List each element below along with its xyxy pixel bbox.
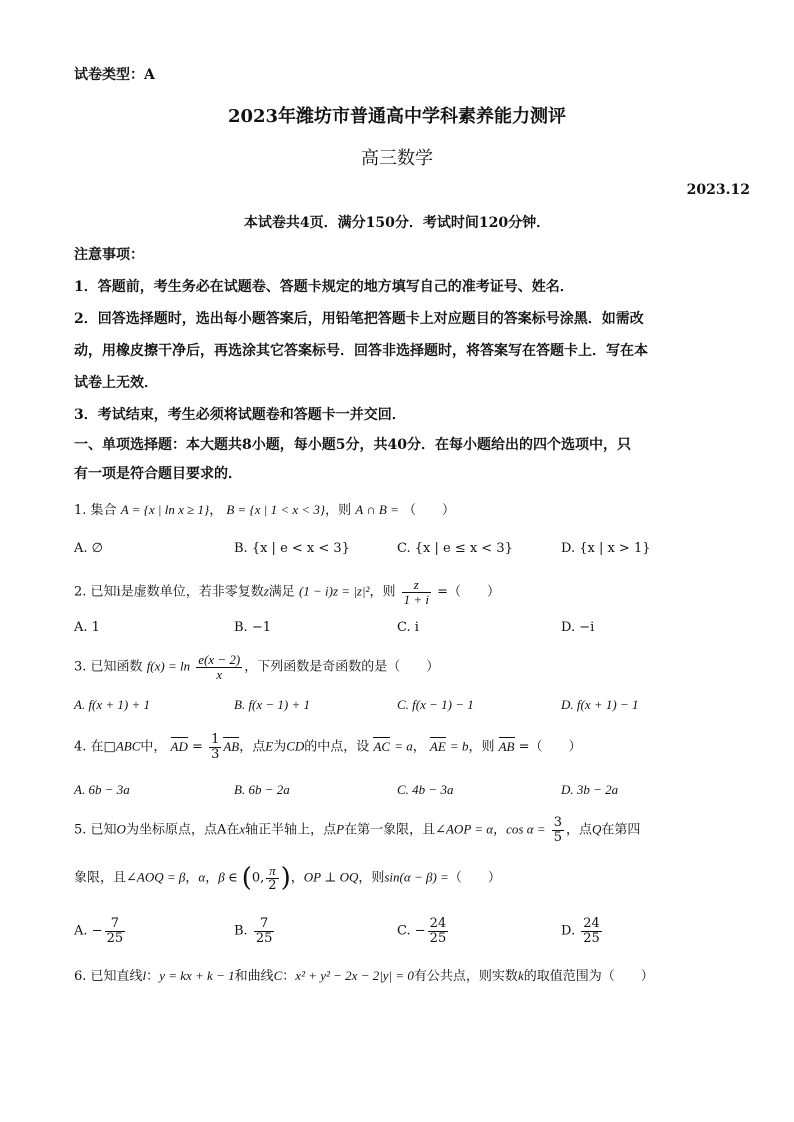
q2-z: z xyxy=(263,583,269,599)
q5-text10: ， xyxy=(205,870,219,886)
q4-segment-cd: CD xyxy=(286,738,305,754)
q5-beta: β ∈ xyxy=(218,869,238,885)
q4-eq: = xyxy=(192,739,203,755)
q4-eq-a: = a xyxy=(394,738,413,754)
q5-opt-b-label: B. xyxy=(234,923,248,939)
note-item: 1．答题前，考生务必在试题卷、答题卡规定的地方填写自己的准考证号、姓名． xyxy=(74,279,574,295)
q4-frac-den: 3 xyxy=(211,746,220,762)
q5-text3: 轴正半轴上，点 xyxy=(245,822,337,838)
q1-option-b: B. {x | e < x < 3} xyxy=(234,541,350,556)
q5-opt-c-sign: − xyxy=(414,923,426,939)
q5-tail: （ ） xyxy=(448,870,501,886)
q1-option-a: A. ∅ xyxy=(74,541,103,556)
q5-option-c xyxy=(397,917,450,945)
q6-line-equation: y = kx + k − 1 xyxy=(159,968,235,983)
q6-curve-equation: x² + y² − 2x − 2|y| = 0 xyxy=(295,968,414,983)
note-item: 2．回答选择题时，选出每小题答案后，用铅笔把答题卡上对应题目的答案标号涂黑．如需改 xyxy=(74,311,644,327)
q5-opt-a-sign: − xyxy=(91,923,103,939)
q3-frac-num: e(x − 2) xyxy=(198,652,241,667)
q3-option-c: C. f(x − 1) − 1 xyxy=(397,697,474,712)
q5-paren-open: ( xyxy=(241,863,252,894)
q5-opt-d-fraction xyxy=(581,917,602,945)
q5-perp: OP ⊥ OQ xyxy=(303,869,359,885)
q3-frac-den: x xyxy=(216,666,223,682)
exam-title: 2023年潍坊市普通高中学科素养能力测评 xyxy=(227,106,567,127)
q5-cos-num: 3 xyxy=(553,815,562,830)
q5-pi-den: 2 xyxy=(268,877,277,893)
q5-opt-c-fraction xyxy=(428,917,449,945)
q5-text6: ，点 xyxy=(566,822,593,838)
q5-option-a xyxy=(74,917,127,945)
q5-origin: O xyxy=(116,821,126,837)
q2-text4: ，则 xyxy=(369,584,396,600)
q6-text2: ： xyxy=(146,969,160,984)
q5-opt-b-num: 7 xyxy=(254,917,275,932)
q4-frac-num: 1 xyxy=(211,732,220,747)
q4-option-a: A. 6b − 3a xyxy=(74,782,130,797)
q1-set-b: B = {x | 1 < x < 3} xyxy=(226,502,326,517)
question-4-stem: 4. 在□ABC中， AD = $\frac{1}{3}$ AB，点E为CD的中点，设 AC = a， AE = b，则 AB =（ ） xyxy=(74,732,582,762)
q5-text: 5. 已知 xyxy=(74,822,117,838)
q4-text3: ，点 xyxy=(239,739,266,755)
q2-text2: 是虚数单位，若非零复数 xyxy=(120,584,264,600)
q6-text: 6. 已知直线 xyxy=(74,969,143,984)
q5-cos-den: 5 xyxy=(553,829,562,845)
q3-option-a: A. f(x + 1) + 1 xyxy=(74,697,151,712)
q4-text: 4. 在□ xyxy=(74,739,116,755)
q5-angle-aop: ∠AOP = α xyxy=(435,821,494,837)
q6-line-l: l xyxy=(142,968,147,983)
q5-text9: ， xyxy=(185,870,199,886)
q4-vector-ad: AD xyxy=(170,738,188,754)
q2-text3: 满足 xyxy=(268,584,295,600)
question-5-line2 xyxy=(74,864,501,892)
note-item: 3．考试结束，考生必须将试题卷和答题卡一并交回． xyxy=(74,407,406,423)
q2-i: i xyxy=(116,584,121,600)
q4-text4: 为 xyxy=(273,739,287,755)
q3-function: f(x) = ln xyxy=(146,658,191,674)
q4-text5: 的中点，设 xyxy=(304,739,370,755)
q1-paren: （ ） xyxy=(402,503,455,518)
q1-set-a: A = {x | ln x ≥ 1} xyxy=(120,502,210,517)
q5-opt-a-den: 25 xyxy=(106,930,124,946)
q4-option-c: C. 4b − 3a xyxy=(397,782,454,797)
q4-option-d: D. 3b − 2a xyxy=(561,782,619,797)
q5-opt-c-num: 24 xyxy=(429,916,447,931)
q5-option-b xyxy=(234,917,276,945)
q5-opt-b-den: 25 xyxy=(255,930,273,946)
q2-frac-den: 1 + i xyxy=(403,591,429,607)
q3-option-b: B. f(x − 1) + 1 xyxy=(234,697,311,712)
question-2-stem xyxy=(74,578,500,606)
q4-vector-ab2: AB xyxy=(498,738,515,754)
q5-cos-fraction xyxy=(552,816,564,844)
q6-k: k xyxy=(517,968,524,983)
q5-text12: ，则 xyxy=(358,870,385,886)
q5-sin: sin(α − β) = xyxy=(384,869,449,885)
q5-option-d xyxy=(561,917,604,945)
q5-alpha: α xyxy=(198,869,206,885)
section-heading-cont: 有一项是符合题目要求的． xyxy=(74,466,242,482)
q4-fraction xyxy=(209,733,221,761)
q5-pi-fraction xyxy=(266,864,278,892)
q1-option-d: D. {x | x > 1} xyxy=(561,541,651,556)
question-6-stem xyxy=(74,966,654,987)
exam-info: 本试卷共4页．满分150分．考试时间120分钟． xyxy=(243,215,551,231)
q3-option-d: D. f(x + 1) − 1 xyxy=(561,697,639,712)
q4-text2: 中， xyxy=(140,739,167,755)
q1-text: 1. 集合 xyxy=(74,503,117,518)
q5-opt-c-den: 25 xyxy=(429,930,447,946)
q5-point-p: P xyxy=(336,821,345,837)
q5-cos: cos α = xyxy=(506,821,546,837)
q3-fraction xyxy=(196,653,242,681)
q2-option-a: A. 1 xyxy=(74,620,100,635)
q4-text6: ，则 xyxy=(468,739,495,755)
q2-option-d: D. −i xyxy=(561,620,595,635)
q5-opt-d-num: 24 xyxy=(583,916,600,931)
q2-option-c: C. i xyxy=(397,620,419,635)
q4-triangle: ABC xyxy=(115,738,141,754)
q2-equation: (1 − i)z = |z|² xyxy=(298,583,370,599)
q4-option-b: B. 6b − 2a xyxy=(234,782,290,797)
question-3-stem xyxy=(74,653,439,681)
q4-tail: =（ ） xyxy=(518,739,582,755)
q5-range-low: 0, xyxy=(251,870,265,886)
q2-option-b: B. −1 xyxy=(234,620,271,635)
q5-opt-a-num: 7 xyxy=(105,917,126,932)
q1-text2: ，则 xyxy=(325,503,352,518)
q5-x: x xyxy=(239,821,246,837)
q5-text5: ， xyxy=(493,822,507,838)
q1-option-c: C. {x | e ≤ x < 3} xyxy=(397,541,513,556)
q5-text11: ， xyxy=(290,870,304,886)
question-1-stem xyxy=(74,500,455,521)
exam-date: 2023.12 xyxy=(686,182,750,198)
q6-curve-c: C xyxy=(273,968,283,983)
q5-opt-d-den: 25 xyxy=(583,930,600,946)
note-item: 试卷上无效． xyxy=(74,375,158,391)
q4-vector-ab: AB xyxy=(223,738,240,754)
q5-opt-d-label: D. xyxy=(561,923,576,939)
q3-text2: ，下列函数是奇函数的是（ ） xyxy=(244,659,440,675)
notes-heading: 注意事项： xyxy=(74,247,144,263)
q4-vector-ac: AC xyxy=(373,738,391,754)
q6-text4: ： xyxy=(282,969,296,984)
q2-frac-num: z xyxy=(402,578,431,593)
q2-text: 2. 已知 xyxy=(74,584,117,600)
q5-opt-a-fraction xyxy=(105,917,126,945)
q6-text6: 的取值范围为（ ） xyxy=(523,969,654,984)
q4-point-e: E xyxy=(265,738,274,754)
q5-opt-b-fraction xyxy=(254,917,275,945)
q5-text8: 象限，且 xyxy=(74,870,127,886)
q6-text3: 和曲线 xyxy=(234,969,274,984)
q5-text7: 在第四 xyxy=(601,822,641,838)
q1-sep: ， xyxy=(209,503,223,518)
q6-text5: 有公共点，则实数 xyxy=(413,969,518,984)
paper-type: 试卷类型：A xyxy=(74,67,155,83)
subject-title: 高三数学 xyxy=(361,148,433,169)
q5-text4: 在第一象限，且 xyxy=(344,822,436,838)
q5-opt-c-label: C. xyxy=(397,923,411,939)
q3-text: 3. 已知函数 xyxy=(74,659,143,675)
q5-opt-a-label: A. xyxy=(74,923,88,939)
q5-angle-aoq: ∠AOQ = β xyxy=(126,869,186,885)
q5-point-q: Q xyxy=(592,821,602,837)
q2-tail: =（ ） xyxy=(437,584,501,600)
q5-paren-close: ) xyxy=(280,863,291,894)
q1-expr: A ∩ B = xyxy=(355,502,399,517)
question-5-line1 xyxy=(74,816,640,844)
note-item: 动，用橡皮擦干净后，再选涂其它答案标号．回答非选择题时，将答案写在答题卡上．写在本 xyxy=(74,343,648,359)
q5-pi-num: π xyxy=(266,864,278,879)
q4-eq-b: = b xyxy=(449,738,469,754)
section-heading: 一、单项选择题：本大题共8小题，每小题5分，共40分．在每小题给出的四个选项中，只 xyxy=(74,437,631,453)
q2-fraction xyxy=(402,578,431,606)
q4-vector-ae: AE xyxy=(429,738,446,754)
q5-text2: 为坐标原点，点A在 xyxy=(125,822,240,838)
